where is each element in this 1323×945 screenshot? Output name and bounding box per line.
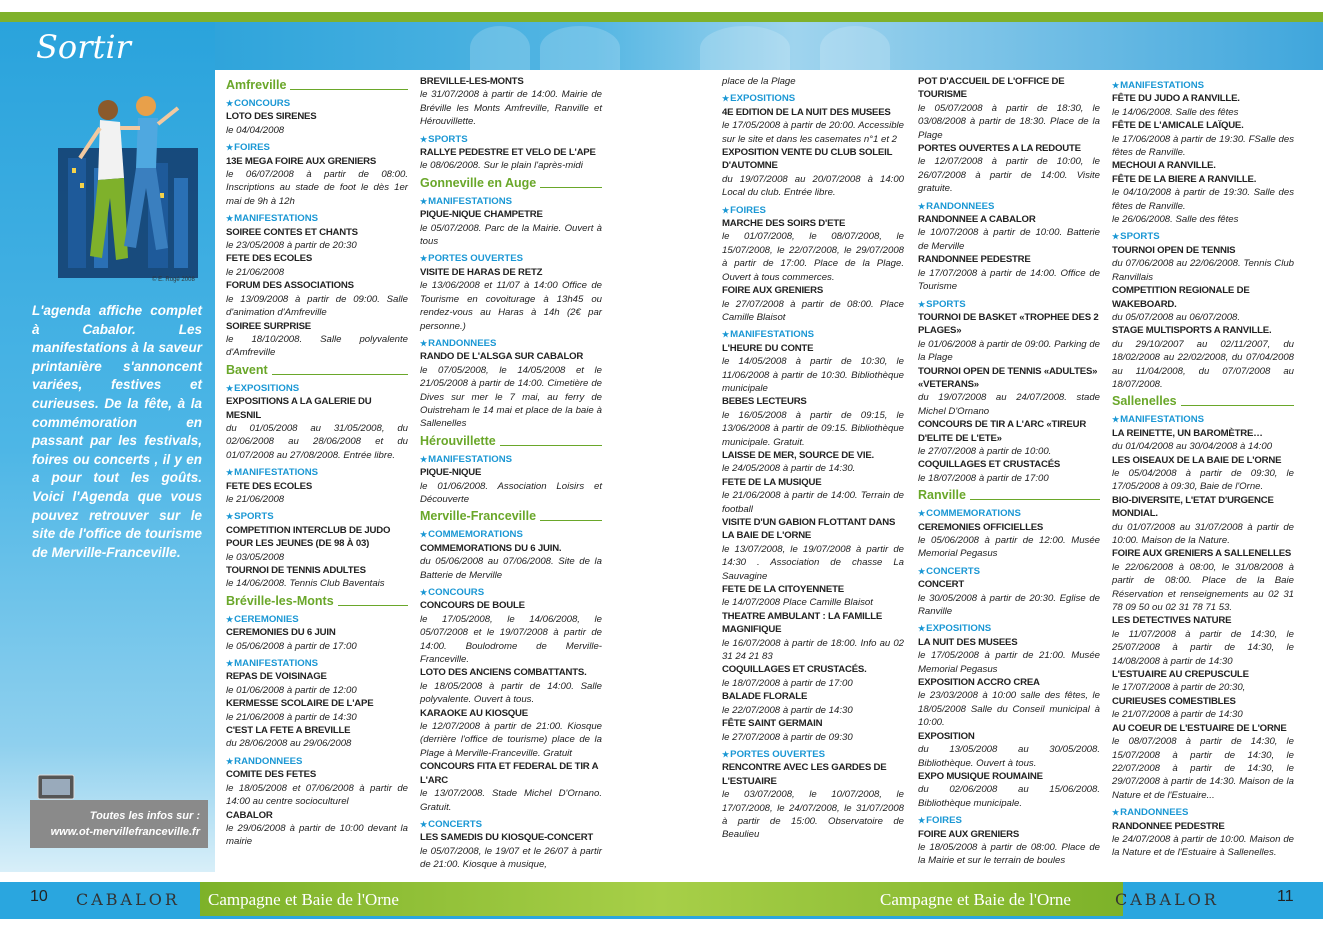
- event-details: le 12/07/2008 à partir de 21:00. Kiosque (derrière l'office de tourisme) place de la Plage à Merville-Franceville. Gratuit: [420, 721, 602, 759]
- category-label: FOIRES: [730, 204, 766, 216]
- intro-text: L'agenda affiche complet à Cabalor. Les manifestations à la saveur printanière s'annoncent variées, festives et curieuses. De la fête, à la commémoration en passant par les festivals, foires ou concerts , il y en a pour tout les goûts. Voici l'Agenda que vous pouvez retrouver sur le site de l'office de tourisme de Merville-Franceville.: [32, 303, 202, 560]
- category-label: PORTES OUVERTES: [730, 748, 826, 760]
- event-title: FETE DE LA MUSIQUE: [722, 476, 822, 488]
- category-heading: [420, 453, 602, 466]
- category-heading: [722, 328, 904, 341]
- event-details: le 24/07/2008 à partir de 10:00. Maison de la Nature et de l'Estuaire à Sallenelles.: [1112, 833, 1294, 859]
- agenda-column-2: [420, 75, 602, 872]
- category-heading: [722, 92, 904, 105]
- star-icon: ★: [1112, 232, 1120, 242]
- star-icon: ★: [918, 624, 926, 634]
- event-title: BALADE FLORALE: [722, 691, 808, 703]
- town-heading: [1112, 393, 1294, 409]
- event-title: BIO-DIVERSITE, L'ETAT D'URGENCE MONDIAL.: [1112, 494, 1274, 520]
- event-details: du 29/10/2007 au 02/11/2007, du 18/02/2008 au 22/02/2008, du 07/04/2008 au 11/04/2008, du 07/07/2008 au 18/07/2008.: [1112, 338, 1294, 390]
- event-title: COQUILLAGES ET CRUSTACÉS: [918, 459, 1061, 471]
- event-details: du 07/06/2008 au 22/06/2008. Tennis Club Ranvillais: [1112, 258, 1294, 283]
- event-title: BEBES LECTEURS: [722, 396, 807, 408]
- category-heading: [918, 622, 1100, 635]
- star-icon: ★: [420, 196, 428, 206]
- event-details: le 14/05/2008 à partir de 10:30, le 11/06/2008 à partir de 10:30. Bibliothèque municipale: [722, 356, 904, 394]
- header-photo-figure: [700, 26, 790, 70]
- event-details: du 13/05/2008 au 30/05/2008. Bibliothèque. Ouvert à tous.: [918, 744, 1100, 769]
- brand-name-right: CABALOR: [1115, 890, 1219, 909]
- heading-rule: [540, 520, 602, 521]
- event-title: MECHOUI A RANVILLE.: [1112, 160, 1216, 172]
- page-number-left: 10: [30, 888, 48, 905]
- star-icon: ★: [722, 749, 730, 759]
- event-details: le 31/07/2008 à partir de 14:00. Mairie de Bréville les Monts Amfreville, Ranville et Hérouvillette.: [420, 89, 602, 128]
- category-label: MANIFESTATIONS: [1120, 414, 1205, 426]
- event-title: STAGE MULTISPORTS A RANVILLE.: [1112, 325, 1272, 337]
- event-title: PIQUE-NIQUE CHAMPETRE: [420, 209, 543, 221]
- event-details: le 01/06/2008. Association Loisirs et Découverte: [420, 480, 602, 505]
- event-title: EXPOSITION: [918, 730, 975, 742]
- event-details: le 10/07/2008 à partir de 10:00. Batterie de Merville: [918, 227, 1100, 252]
- category-label: EXPOSITIONS: [730, 93, 796, 105]
- event-details: le 18/10/2008. Salle polyvalente d'Amfreville: [226, 333, 408, 359]
- event-title: COMPETITION REGIONALE DE WAKEBOARD.: [1112, 285, 1250, 310]
- category-label: MANIFESTATIONS: [234, 658, 319, 670]
- event-details: le 13/07/2008. Stade Michel D'Ornano. Gratuit.: [420, 788, 602, 813]
- star-icon: ★: [420, 588, 428, 597]
- town-name: Amfreville: [226, 78, 287, 92]
- event-title: RANDONNEE PEDESTRE: [918, 254, 1031, 266]
- event-details: le 24/05/2008 à partir de 14:30.: [722, 463, 856, 475]
- category-heading: [918, 298, 1100, 311]
- category-label: CONCOURS: [234, 98, 291, 109]
- event-details: le 21/06/2008: [226, 266, 285, 278]
- category-label: MANIFESTATIONS: [234, 467, 319, 479]
- event-details: le 05/07/2008, le 19/07 et le 26/07 à partir de 21:00. Kiosque à musique,: [420, 845, 602, 871]
- event-title: TOURNOI DE TENNIS ADULTES: [226, 565, 366, 576]
- star-icon: ★: [226, 383, 234, 393]
- event-details: le 01/06/2008 à partir de 12:00: [226, 684, 357, 696]
- heading-rule: [1181, 405, 1294, 406]
- category-heading: [722, 204, 904, 217]
- star-icon: ★: [918, 299, 926, 309]
- event-details: le 08/06/2008. Sur le plain l'après-midi: [420, 160, 583, 172]
- category-label: CONCERTS: [428, 818, 483, 830]
- info-box: [30, 800, 208, 848]
- category-label: COMMEMORATIONS: [926, 508, 1021, 520]
- town-name: Hérouvillette: [420, 433, 496, 448]
- event-details: le 26/06/2008. Salle des fêtes: [1112, 214, 1239, 226]
- event-title: L'ESTUAIRE AU CREPUSCULE: [1112, 669, 1249, 681]
- event-details: du 28/06/2008 au 29/06/2008: [226, 738, 352, 750]
- event-details: le 18/07/2008 à partir de 17:00: [918, 472, 1049, 484]
- event-details: le 30/05/2008 à partir de 20:30. Eglise de Ranville: [918, 592, 1100, 618]
- event-details: le 22/06/2008 à 08:00, le 31/08/2008 à partir de 08:00. Place de la Baie Réservation et renseignements au 02 31 78 09 50 ou 02 31 78 71 53.: [1112, 561, 1294, 614]
- category-heading: [226, 466, 408, 479]
- brand-name-left: CABALOR: [76, 890, 180, 909]
- town-heading: [420, 508, 602, 524]
- event-title: EXPOSITIONS A LA GALERIE DU MESNIL: [226, 396, 372, 421]
- event-title: CONCERT: [918, 579, 965, 591]
- page-title: Sortir: [36, 28, 131, 66]
- agenda-column-4: [918, 75, 1100, 868]
- agenda-column-5: [1112, 75, 1294, 860]
- event-title: CURIEUSES COMESTIBLES: [1112, 695, 1236, 707]
- star-icon: ★: [226, 512, 234, 522]
- event-title: 13E MEGA FOIRE AUX GRENIERS: [226, 155, 377, 167]
- town-heading: [226, 362, 408, 378]
- event-title: LOTO DES SIRENES: [226, 111, 317, 123]
- category-heading: [226, 510, 408, 523]
- star-icon: ★: [918, 509, 926, 519]
- event-title: RANDONNEE PEDESTRE: [1112, 820, 1225, 832]
- top-green-bar: [0, 12, 1323, 22]
- event-details: le 01/07/2008, le 08/07/2008, le 15/07/2008, le 22/07/2008, le 29/07/2008 à partir de 17:00. Place de la Plage. Ouvert à tous commerces.: [722, 231, 904, 283]
- event-details: le 13/06/2008 et 11/07 à 14:00 Office de Tourisme en covoiturage à 13h45 ou rendez-vous au Haras à 14h (2€ par personne.): [420, 280, 602, 332]
- category-heading: [918, 200, 1100, 213]
- header-photo-figure: [470, 26, 530, 70]
- event-title: CONCOURS DE BOULE: [420, 600, 525, 612]
- event-details: le 29/06/2008 à partir de 10:00 devant la mairie: [226, 822, 408, 848]
- category-label: RANDONNEES: [428, 337, 497, 349]
- event-title: PIQUE-NIQUE: [420, 467, 482, 479]
- star-icon: ★: [1112, 81, 1120, 90]
- event-details: le 21/06/2008 à partir de 14:30: [226, 711, 357, 723]
- heading-rule: [338, 605, 408, 606]
- town-heading: [420, 175, 602, 191]
- event-title: EXPOSITION ACCRO CREA: [918, 677, 1040, 689]
- category-heading: [722, 748, 904, 761]
- category-heading: [420, 252, 602, 265]
- heading-rule: [290, 89, 408, 90]
- event-details: le 18/07/2008 à partir de 17:00: [722, 677, 853, 689]
- category-label: PORTES OUVERTES: [428, 253, 524, 265]
- event-title: FOIRE AUX GRENIERS: [918, 828, 1020, 840]
- category-label: CONCOURS: [428, 587, 485, 598]
- website-link[interactable]: www.ot-mervillefranceville.fr: [50, 826, 200, 838]
- event-details: le 17/06/2008 à partir de 19:30. FSalle des fêtes de Ranville.: [1112, 133, 1294, 159]
- event-title: TOURNOI OPEN DE TENNIS: [1112, 244, 1236, 256]
- event-details: place de la Plage: [722, 76, 796, 87]
- event-title: C'EST LA FETE A BREVILLE: [226, 725, 351, 737]
- event-title: 4E EDITION DE LA NUIT DES MUSEES: [722, 106, 891, 118]
- star-icon: ★: [226, 143, 234, 153]
- event-title: RENCONTRE AVEC LES GARDES DE L'ESTUAIRE: [722, 762, 887, 787]
- event-title: CONCOURS FITA ET FEDERAL DE TIR A L'ARC: [420, 761, 598, 786]
- category-heading: [1112, 413, 1294, 426]
- subtitle-right: Campagne et Baie de l'Orne: [880, 890, 1071, 909]
- subtitle-left: Campagne et Baie de l'Orne: [208, 890, 399, 909]
- event-details: le 23/05/2008 à partir de 20:30: [226, 240, 357, 252]
- event-details: le 14/06/2008. Salle des fêtes: [1112, 106, 1239, 118]
- event-title: FÊTE DU JUDO A RANVILLE.: [1112, 93, 1240, 105]
- event-title: SOIREE CONTES ET CHANTS: [226, 226, 358, 238]
- heading-rule: [272, 374, 408, 375]
- event-title: EXPOSITION VENTE DU CLUB SOLEIL D'AUTOMNE: [722, 147, 893, 172]
- category-heading: [226, 382, 408, 395]
- event-title: FETE DE LA CITOYENNETE: [722, 584, 844, 596]
- event-details: le 21/06/2008: [226, 493, 285, 505]
- event-details: le 18/05/2008 à partir de 08:00. Place de la Mairie et sur le terrain de boules: [918, 841, 1100, 867]
- category-heading: [226, 212, 408, 225]
- event-details: le 05/04/2008 à partir de 09:30, le 17/05/2008 à 09:30, Baie de l'Orne.: [1112, 467, 1294, 493]
- star-icon: ★: [226, 756, 234, 766]
- event-title: TOURNOI DE BASKET «TROPHEE DES 2 PLAGES»: [918, 311, 1099, 337]
- star-icon: ★: [420, 254, 428, 264]
- event-title: COMMEMORATIONS DU 6 JUIN.: [420, 542, 562, 554]
- event-title: VISITE D'UN GABION FLOTTANT DANS LA BAIE DE L'ORNE: [722, 517, 896, 542]
- event-details: le 14/06/2008. Tennis Club Baventais: [226, 578, 385, 590]
- category-heading: [918, 507, 1100, 520]
- event-title: FÊTE SAINT GERMAIN: [722, 718, 823, 730]
- event-title: FETE DES ECOLES: [226, 480, 313, 492]
- event-details: du 01/04/2008 au 30/04/2008 à 14:00: [1112, 441, 1273, 453]
- header-photo-figure: [820, 26, 890, 70]
- category-heading: [226, 755, 408, 768]
- heading-rule: [500, 445, 602, 446]
- event-details: le 17/07/2008 à partir de 20:30,: [1112, 682, 1246, 694]
- event-details: le 13/07/2008, le 19/07/2008 à partir de 14:30 . Association de chasse La Sauvagine: [722, 543, 904, 582]
- event-details: du 19/07/2008 au 20/07/2008 à 14:00 Local du club. Entrée libre.: [722, 173, 904, 199]
- category-heading: [1112, 230, 1294, 243]
- star-icon: ★: [1112, 808, 1120, 818]
- category-label: RANDONNEES: [234, 755, 303, 767]
- event-details: le 01/06/2008 à partir de 09:00. Parking de la Plage: [918, 338, 1100, 364]
- category-label: SPORTS: [428, 133, 468, 145]
- event-title: MARCHE DES SOIRS D'ETE: [722, 218, 846, 230]
- category-heading: [420, 586, 602, 599]
- event-title: BREVILLE-LES-MONTS: [420, 76, 524, 87]
- category-label: FOIRES: [926, 815, 962, 827]
- event-title: COMPETITION INTERCLUB DE JUDO POUR LES JEUNES (DE 98 À 03): [226, 524, 391, 550]
- category-label: SPORTS: [234, 511, 274, 523]
- event-title: RALLYE PEDESTRE ET VELO DE L'APE: [420, 147, 596, 159]
- star-icon: ★: [420, 530, 428, 540]
- town-heading: [420, 433, 602, 449]
- event-title: LA NUIT DES MUSEES: [918, 636, 1018, 648]
- star-icon: ★: [420, 134, 428, 144]
- event-title: CEREMONIES DU 6 JUIN: [226, 627, 336, 639]
- star-icon: ★: [226, 614, 234, 624]
- event-details: le 05/07/2008. Parc de la Mairie. Ouvert à tous: [420, 222, 602, 248]
- event-title: THEATRE AMBULANT : LA FAMILLE MAGNIFIQUE: [722, 610, 883, 636]
- illustration-credit: © E. Rogé 2008: [152, 277, 195, 283]
- category-heading: [226, 97, 408, 110]
- category-label: EXPOSITIONS: [234, 382, 300, 394]
- star-icon: ★: [226, 214, 234, 224]
- category-heading: [420, 818, 602, 831]
- event-details: le 03/05/2008: [226, 551, 285, 563]
- event-details: le 17/07/2008 à partir de 14:00. Office de Tourisme: [918, 267, 1100, 293]
- agenda-column-3: [722, 75, 904, 842]
- star-icon: ★: [918, 566, 926, 576]
- event-title: RANDONNEE A CABALOR: [918, 214, 1036, 226]
- star-icon: ★: [226, 659, 234, 669]
- town-name: Ranville: [918, 488, 966, 503]
- star-icon: ★: [722, 94, 730, 104]
- event-details: le 06/07/2008 à partir de 08:00. Inscriptions au stade de foot le dès 1er mai de 9h à 12h: [226, 169, 408, 207]
- town-name: Merville-Franceville: [420, 509, 537, 524]
- category-heading: [420, 528, 602, 541]
- footer-bar: [0, 882, 1323, 916]
- event-details: le 04/10/2008 à partir de 19:30. Salle des fêtes de Ranville.: [1112, 187, 1294, 212]
- heading-rule: [540, 187, 602, 188]
- category-heading: [1112, 806, 1294, 819]
- event-details: le 21/07/2008 à partir de 14:30: [1112, 709, 1243, 721]
- event-title: LOTO DES ANCIENS COMBATTANTS.: [420, 667, 587, 679]
- event-title: AU COEUR DE L'ESTUAIRE DE L'ORNE: [1112, 722, 1287, 734]
- couple-dancing-illustration: [28, 88, 208, 288]
- category-heading: [420, 195, 602, 208]
- event-details: du 19/07/2008 au 24/07/2008. stade Michel D'Ornano: [918, 392, 1100, 417]
- star-icon: ★: [226, 468, 234, 478]
- category-heading: [1112, 79, 1294, 92]
- category-heading: [226, 613, 408, 626]
- event-details: le 05/06/2008 à partir de 17:00: [226, 640, 357, 652]
- town-name: Bavent: [226, 362, 268, 377]
- event-title: FÊTE DE LA BIERE A RANVILLE.: [1112, 173, 1257, 185]
- event-details: le 12/07/2008 à partir de 10:00, le 26/07/2008 à partir de 14:00. Visite gratuite.: [918, 156, 1100, 195]
- category-label: COMMEMORATIONS: [428, 529, 523, 541]
- category-label: MANIFESTATIONS: [234, 213, 319, 225]
- event-details: le 13/09/2008 à partir de 09:00. Salle d'animation d'Amfreville: [226, 293, 408, 319]
- event-details: le 17/05/2008 à partir de 20:00. Accessible sur le site et dans les casemates n°1 et 2: [722, 120, 904, 145]
- footer-rule: [0, 916, 1323, 919]
- category-label: CEREMONIES: [234, 613, 299, 625]
- event-title: FÊTE DE L'AMICALE LAÏQUE.: [1112, 120, 1244, 132]
- town-name: Bréville-les-Monts: [226, 593, 334, 608]
- category-label: MANIFESTATIONS: [1120, 80, 1205, 91]
- category-heading: [918, 565, 1100, 578]
- event-details: le 27/07/2008 à partir de 09:30: [722, 731, 853, 743]
- star-icon: ★: [1112, 415, 1120, 425]
- event-title: FOIRE AUX GRENIERS A SALLENELLES: [1112, 548, 1292, 560]
- category-label: CONCERTS: [926, 565, 981, 577]
- star-icon: ★: [420, 454, 428, 464]
- event-title: LA REINETTE, UN BAROMÈTRE…: [1112, 427, 1263, 439]
- category-heading: [420, 337, 602, 350]
- event-details: du 05/06/2008 au 07/06/2008. Site de la Batterie de Merville: [420, 556, 602, 581]
- event-details: le 21/06/2008 à partir de 14:00. Terrain de football: [722, 490, 904, 515]
- event-details: le 18/05/2008 à partir de 14:00. Salle polyvalente. Ouvert à tous.: [420, 680, 602, 706]
- star-icon: ★: [918, 816, 926, 826]
- event-details: le 05/06/2008 à partir de 12:00. Musée Memorial Pegasus: [918, 535, 1100, 560]
- agenda-column-1: [226, 75, 408, 849]
- category-label: MANIFESTATIONS: [428, 195, 513, 207]
- event-title: PORTES OUVERTES A LA REDOUTE: [918, 143, 1081, 155]
- event-details: le 16/07/2008 à partir de 18:00. Info au 02 31 24 21 83: [722, 637, 904, 663]
- event-title: VISITE DE HARAS DE RETZ: [420, 266, 543, 278]
- event-title: COMITE DES FETES: [226, 769, 317, 781]
- event-title: SOIREE SURPRISE: [226, 320, 311, 332]
- star-icon: ★: [722, 205, 730, 215]
- event-details: le 05/07/2008 à partir de 18:30, le 03/08/2008 à partir de 18:30. Place de la Plage: [918, 102, 1100, 141]
- town-name: Gonneville en Auge: [420, 175, 537, 190]
- star-icon: ★: [918, 201, 926, 211]
- event-details: du 05/07/2008 au 06/07/2008.: [1112, 311, 1241, 323]
- event-details: le 17/05/2008 à partir de 21:00. Musée Memorial Pegasus: [918, 650, 1100, 675]
- event-title: FETE DES ECOLES: [226, 253, 313, 265]
- category-label: SPORTS: [1120, 231, 1160, 243]
- info-label: Toutes les infos sur :: [89, 810, 200, 822]
- event-title: REPAS DE VOISINAGE: [226, 671, 327, 683]
- event-details: le 07/05/2008, le 14/05/2008 et le 21/05/2008 à partir de 14:00. Cimetière de Dives sur mer le 7 mai, au ferry de Ouistreham le 14 mai et place de la baie à Sallenelles: [420, 364, 602, 430]
- category-heading: [226, 657, 408, 670]
- event-title: POT D'ACCUEIL DE L'OFFICE DE TOURISME: [918, 76, 1065, 101]
- event-title: EXPO MUSIQUE ROUMAINE: [918, 770, 1043, 782]
- event-title: CABALOR: [226, 809, 273, 821]
- event-details: le 16/05/2008 à partir de 09:15, le 13/06/2008 à partir de 09:15. Bibliothèque municipale. Gratuit.: [722, 409, 904, 448]
- star-icon: ★: [226, 99, 234, 108]
- town-heading: [918, 487, 1100, 503]
- event-title: LES DETECTIVES NATURE: [1112, 615, 1232, 627]
- event-details: du 01/05/2008 au 31/05/2008, du 02/06/2008 au 28/06/2008 et du 01/07/2008 au 27/08/2008. Entrée libre.: [226, 422, 408, 461]
- event-details: du 01/07/2008 au 31/07/2008 à partir de 10:00. Maison de la Nature.: [1112, 521, 1294, 546]
- event-title: L'HEURE DU CONTE: [722, 342, 814, 354]
- event-title: CEREMONIES OFFICIELLES: [918, 521, 1044, 533]
- town-heading: [226, 77, 408, 93]
- event-title: LAISSE DE MER, SOURCE DE VIE.: [722, 449, 874, 461]
- category-label: RANDONNEES: [926, 200, 995, 212]
- category-heading: [420, 133, 602, 146]
- star-icon: ★: [420, 338, 428, 348]
- heading-rule: [970, 499, 1100, 500]
- event-details: le 11/07/2008 à partir de 14:30, le 25/07/2008 à partir de 14:30, le 14/08/2008 à partir de 14:30: [1112, 628, 1294, 667]
- event-details: le 03/07/2008, le 10/07/2008, le 17/07/2008, le 24/07/2008, le 31/07/2008 à partir de 15:00. Observatoire de Beaulieu: [722, 789, 904, 841]
- event-title: TOURNOI OPEN DE TENNIS «ADULTES» «VETERANS»: [918, 365, 1098, 390]
- category-label: MANIFESTATIONS: [428, 453, 513, 465]
- category-heading: [918, 814, 1100, 827]
- event-title: LES SAMEDIS DU KIOSQUE-CONCERT: [420, 832, 594, 844]
- town-heading: [226, 593, 408, 609]
- category-label: RANDONNEES: [1120, 807, 1189, 819]
- category-heading: [226, 141, 408, 154]
- category-label: FOIRES: [234, 142, 270, 154]
- event-details: le 18/05/2008 et 07/06/2008 à partir de 14:00 au centre socioculturel: [226, 782, 408, 808]
- event-details: le 23/03/2008 à 10:00 salle des fêtes, le 18/05/2008 Salle du Conseil municipal à 10:00.: [918, 690, 1100, 729]
- event-details: le 22/07/2008 à partir de 14:30: [722, 704, 853, 716]
- town-name: Sallenelles: [1112, 394, 1177, 409]
- event-title: CONCOURS DE TIR A L'ARC «TIREUR D'ELITE DE L'ETE»: [918, 419, 1087, 444]
- event-details: le 04/04/2008: [226, 124, 285, 136]
- event-title: FOIRE AUX GRENIERS: [722, 285, 824, 297]
- header-photo-figure: [540, 26, 620, 70]
- category-label: MANIFESTATIONS: [730, 329, 815, 341]
- event-details: du 02/06/2008 au 15/06/2008. Bibliothèque municipale.: [918, 784, 1100, 809]
- event-details: le 14/07/2008 Place Camille Blaisot: [722, 597, 873, 609]
- event-details: le 17/05/2008, le 14/06/2008, le 05/07/2008 et le 19/07/2008 à partir de 14:00. Boulodrome de Merville-Franceville.: [420, 613, 602, 666]
- event-details: le 08/07/2008 à partir de 14:30, le 15/07/2008 à partir de 14:30, le 22/07/2008 à partir de 14:30, le 29/07/2008 à partir de 14:30. Maison de la Nature et de l'Estuaire...: [1112, 736, 1294, 801]
- event-title: COQUILLAGES ET CRUSTACÉS.: [722, 664, 867, 676]
- event-title: LES OISEAUX DE LA BAIE DE L'ORNE: [1112, 454, 1282, 466]
- category-label: EXPOSITIONS: [926, 623, 992, 635]
- event-title: RANDO DE L'ALSGA SUR CABALOR: [420, 351, 584, 363]
- star-icon: ★: [420, 819, 428, 829]
- page-number-right: 11: [1277, 888, 1294, 905]
- event-title: KERMESSE SCOLAIRE DE L'APE: [226, 698, 374, 710]
- event-details: le 27/07/2008 à partir de 08:00. Place Camille Blaisot: [722, 298, 904, 323]
- event-details: le 27/07/2008 à partir de 10:00.: [918, 445, 1052, 457]
- category-label: SPORTS: [926, 298, 966, 310]
- star-icon: ★: [722, 330, 730, 340]
- event-title: FORUM DES ASSOCIATIONS: [226, 280, 354, 292]
- event-title: KARAOKE AU KIOSQUE: [420, 707, 528, 719]
